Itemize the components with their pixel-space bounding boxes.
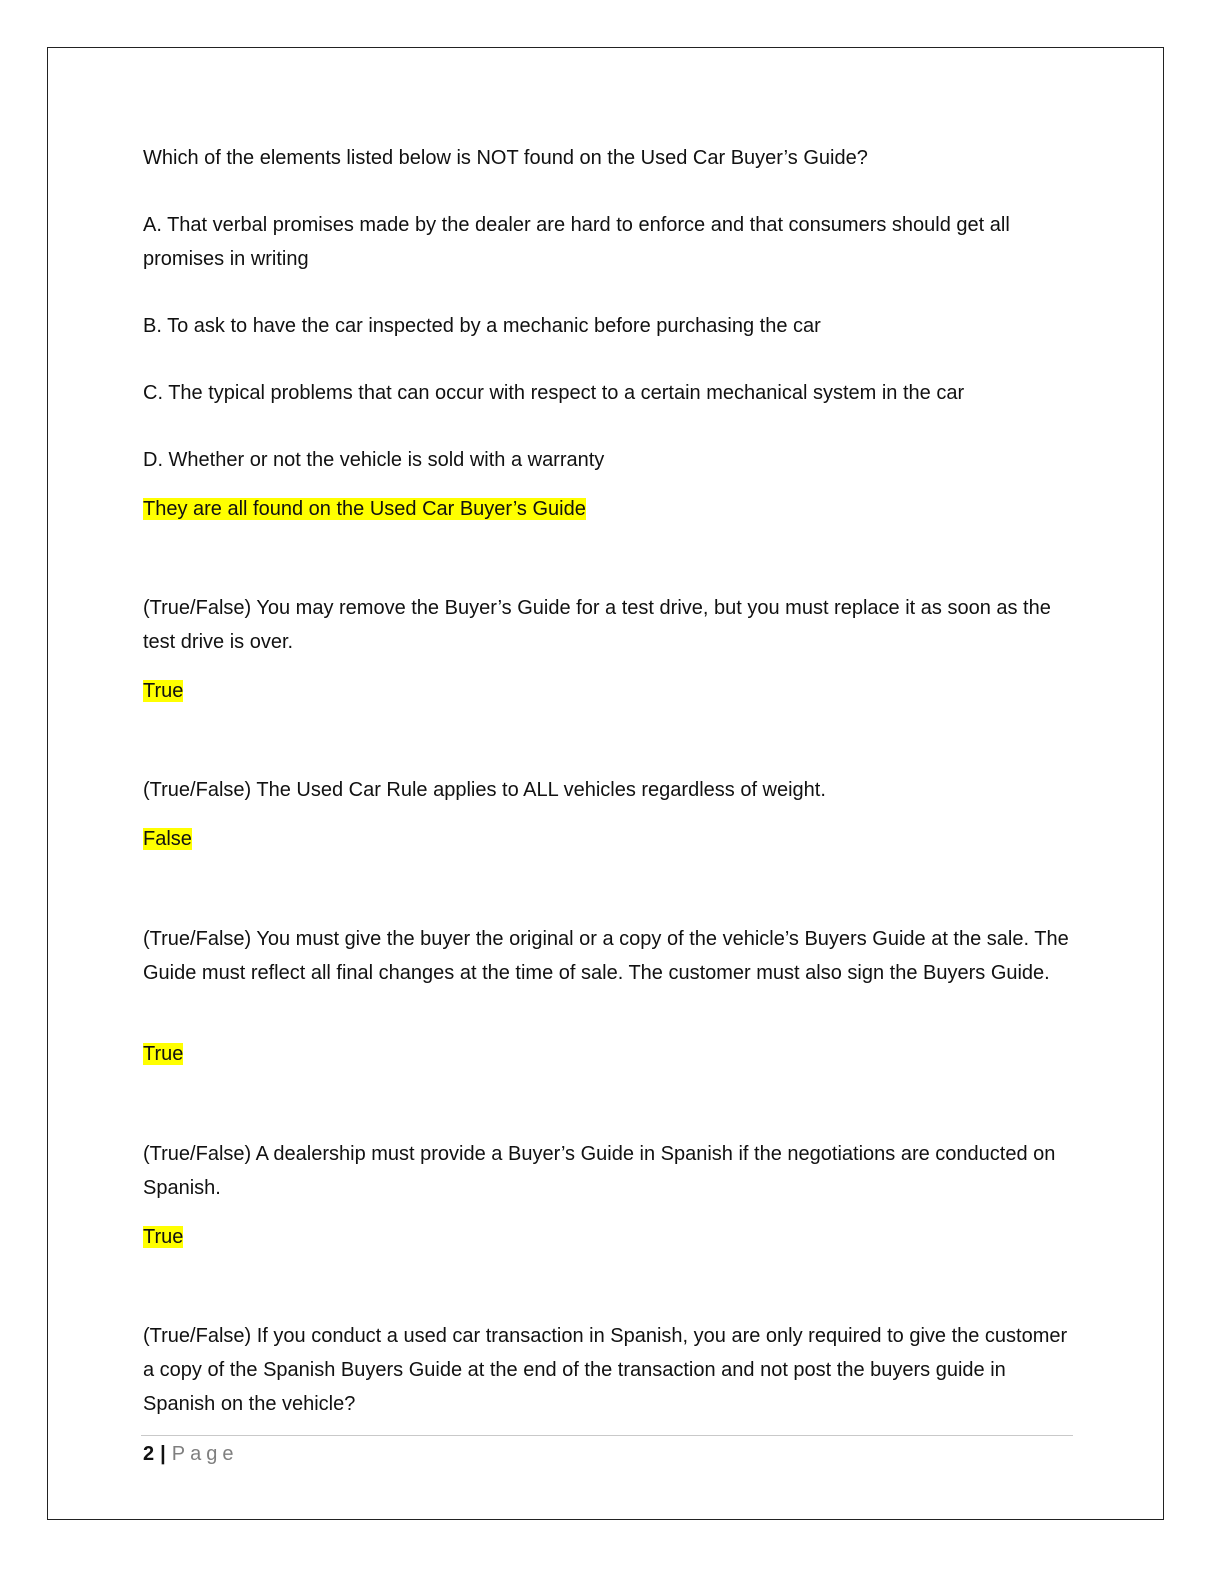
page-number: 2 <box>143 1443 155 1465</box>
answer-highlight: True <box>143 680 184 702</box>
answer-highlight: They are all found on the Used Car Buyer’s Guide <box>143 498 586 520</box>
answer-2 <box>143 674 1073 708</box>
question-6-text: (True/False) If you conduct a used car transaction in Spanish, you are only required to give the customer a copy of the Spanish Buyers Guide at the end of the transaction and not post the buyers guide in Spanish on the vehicle? <box>143 1325 1068 1415</box>
option-b: B. To ask to have the car inspected by a mechanic before purchasing the car <box>143 315 821 337</box>
page-footer <box>143 1438 238 1470</box>
answer-5 <box>143 1220 1073 1254</box>
answer-highlight: False <box>143 828 192 850</box>
answer-1 <box>143 492 1073 526</box>
question-5-text: (True/False) A dealership must provide a Buyer’s Guide in Spanish if the negotiations are conducted on Spanish. <box>143 1143 1056 1199</box>
answer-3 <box>143 822 1073 856</box>
question-2-text: (True/False) You may remove the Buyer’s Guide for a test drive, but you must replace it as soon as the test drive is over. <box>143 597 1051 653</box>
option-c: C. The typical problems that can occur with respect to a certain mechanical system in the car <box>143 382 965 404</box>
question-3-text: (True/False) The Used Car Rule applies to ALL vehicles regardless of weight. <box>143 779 826 801</box>
footer-separator: | <box>160 1443 166 1465</box>
footer-divider <box>141 1435 1073 1436</box>
option-a: A. That verbal promises made by the dealer are hard to enforce and that consumers should get all promises in writing <box>143 214 1010 270</box>
question-1-text: Which of the elements listed below is NOT found on the Used Car Buyer’s Guide? <box>143 147 868 169</box>
answer-highlight: True <box>143 1226 184 1248</box>
page-label: Page <box>171 1443 239 1465</box>
answer-highlight: True <box>143 1043 184 1065</box>
question-4-text: (True/False) You must give the buyer the original or a copy of the vehicle’s Buyers Guide at the sale. The Guide must reflect all final changes at the time of sale. The customer must also sign the Buyers Guide. <box>143 928 1069 984</box>
answer-4 <box>143 1037 1073 1071</box>
option-d: D. Whether or not the vehicle is sold with a warranty <box>143 449 605 471</box>
